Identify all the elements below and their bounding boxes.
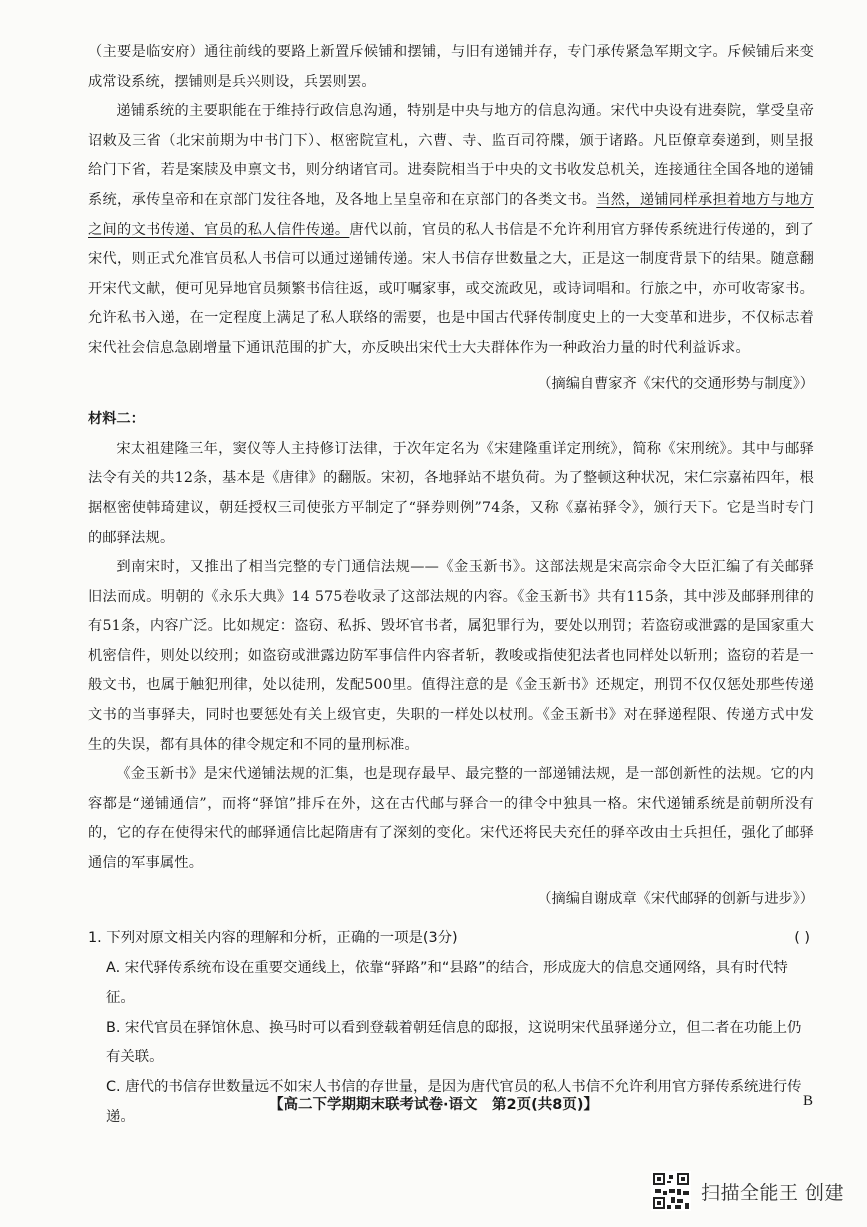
paper-version-mark: B [803,1093,814,1109]
scanner-watermark [651,1171,844,1211]
option-b [88,1014,814,1074]
option-c-text: 唐代的书信存世数量远不如宋人书信的存世量，是因为唐代官员的私人书信不允许利用官方驿传系统进行传递。 [106,1079,802,1125]
passage1-paragraph [88,97,814,363]
material2-paragraph-3: 《金玉新书》是宋代递铺法规的汇集，也是现存最早、最完整的一部递铺法规，是一部创新性的法规。它的内容都是“递铺通信”，而将“驿馆”排斥在外，这在古代邮与驿合一的律令中独具一格。宋代递铺系统是前朝所没有的，它的存在使得宋代的邮驿通信比起隋唐有了深刻的变化。宋代还将民夫充任的驿卒改由士兵担任，强化了邮驿通信的军事属性。 [88,766,814,872]
question-text: 1. 下列对原文相关内容的理解和分析，正确的一项是(3分) [88,930,458,947]
option-a-label: A. [106,960,121,977]
option-b-label: B. [106,1019,121,1036]
page-content [88,38,814,1133]
answer-blank: ( ) [794,930,810,947]
passage1-underlined-sentence: 当然，递铺同样承担着地方与地方之间的文书传递、官员的私人信件传递。 [88,191,814,238]
material2-paragraph-2: 到南宋时，又推出了相当完整的专门通信法规——《金玉新书》。这部法规是宋高宗命令大臣汇编了有关邮驿旧法而成。明朝的《永乐大典》14 575卷收录了这部法规的内容。《金玉新书》共有115条，其中涉及邮驿刑律的有51条，内容广泛。比如规定：盗窃、私拆、毁坏官书者，属犯罪行为，要处以刑罚；若盗窃或泄露的是国家重大机密信件，则处以绞刑；如盗窃或泄露边防军事信件内容者斩，教唆或指使犯法者也同样处以斩刑；盗窃的若是一般文书，也属于触犯刑律，处以徒刑，发配500里。值得注意的是《金玉新书》还规定，刑罚不仅仅惩处那些传递文书的当事驿夫，同时也要惩处有关上级官吏，失职的一样处以杖刑。《金玉新书》对在驿递程限、传递方式中发生的失误，都有具体的律令规定和不同的量刑标准。 [88,559,814,753]
page-footer: 【高二下学期期末联考试卷·语文 第2页(共8页)】 [269,1097,598,1113]
option-c-label: C. [106,1079,121,1096]
material2-source: （摘编自谢成章《宋代邮驿的创新与进步》） [537,890,814,907]
question-stem [88,924,814,954]
watermark-text: 扫描全能王 创建 [701,1181,845,1204]
material2-heading: 材料二： [88,411,145,428]
passage1-source: （摘编自曹家齐《宋代的交通形势与制度》） [537,375,814,392]
qr-code-icon [651,1171,691,1211]
option-a-text: 宋代驿传系统布设在重要交通线上，依靠“驿路”和“县路”的结合，形成庞大的信息交通网络，具有时代特征。 [106,960,788,1006]
option-a [88,954,814,1014]
passage1-continuation: （主要是临安府）通往前线的要路上新置斥候铺和摆铺，与旧有递铺并存，专门承传紧急军期文字。斥候铺后来变成常设系统，摆铺则是兵兴则设，兵罢则罢。 [88,44,814,90]
option-b-text: 宋代官员在驿馆休息、换马时可以看到登载着朝廷信息的邸报，这说明宋代虽驿递分立，但二者在功能上仍有关联。 [106,1019,802,1066]
passage1-text-b: 唐代以前，官员的私人书信是不允许利用官方驿传系统进行传递的，到了宋代，则正式允准官员私人书信可以通过递铺传递。宋人书信存世数量之大，正是这一制度背景下的结果。随意翻开宋代文献，便可见异地官员频繁书信往返，或叮嘱家事，或交流政见，或诗词唱和。行旅之中，亦可收寄家书。允许私书入递，在一定程度上满足了私人联络的需要，也是中国古代驿传制度史上的一大变革和进步，不仅标志着宋代社会信息急剧增量下通讯范围的扩大，亦反映出宋代士大夫群体作为一种政治力量的时代利益诉求。 [88,221,814,356]
material2-paragraph-1: 宋太祖建隆三年，窦仪等人主持修订法律，于次年定名为《宋建隆重详定刑统》，简称《宋刑统》。其中与邮驿法令有关的共12条，基本是《唐律》的翻版。宋初，各地驿站不堪负荷。为了整顿这种状况，宋仁宗嘉祐四年，根据枢密使韩琦建议，朝廷授权三司使张方平制定了“驿券则例”74条，又称《嘉祐驿令》，颁行天下。它是当时专门的邮驿法规。 [88,440,814,546]
passage1-text-a: 递铺系统的主要职能在于维持行政信息沟通，特别是中央与地方的信息沟通。宋代中央设有进奏院，掌受皇帝诏敕及三省（北宋前期为中书门下）、枢密院宣札，六曹、寺、监百司符牒，颁于诸路。凡臣僚章奏递到，则呈报给门下省，若是案牍及申禀文书，则分纳诸官司。进奏院相当于中央的文书收发总机关，连接通往全国各地的递铺系统，承传皇帝和在京部门发往各地，及各地上呈皇帝和在京部门的各类文书。 [88,103,814,208]
